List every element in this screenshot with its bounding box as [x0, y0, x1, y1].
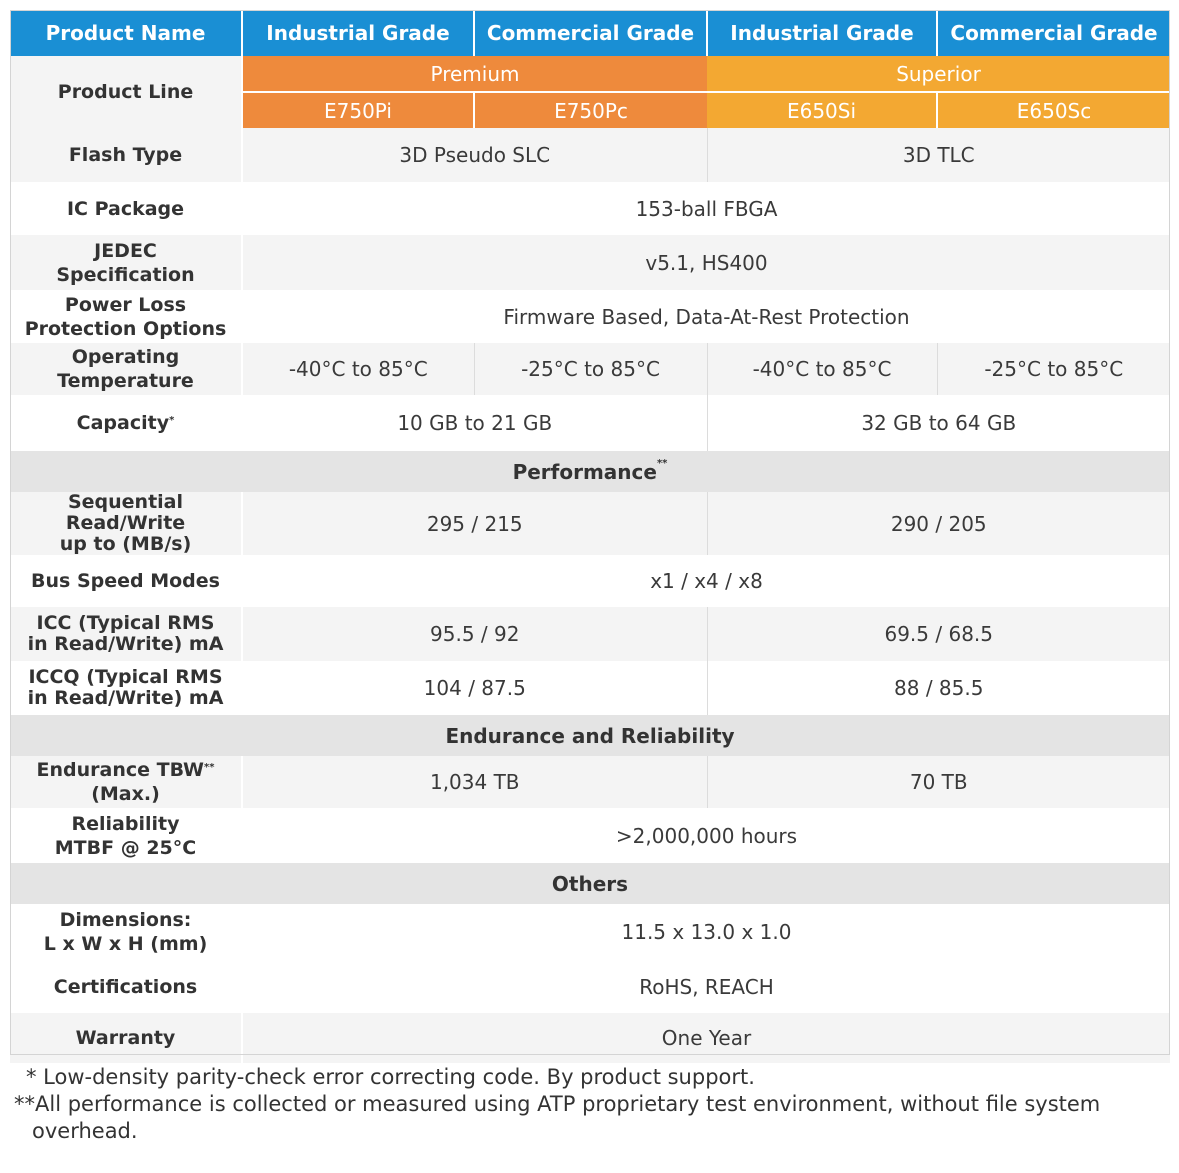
certifications-value: RoHS, REACH: [242, 960, 1170, 1013]
jedec-label-line1: JEDEC: [94, 239, 157, 262]
operating-temp-e650si: -40°C to 85°C: [707, 343, 937, 395]
header-commercial-grade-premium: Commercial Grade: [474, 10, 707, 56]
mtbf-value: >2,000,000 hours: [242, 808, 1170, 863]
icc-superior: 69.5 / 68.5: [707, 607, 1170, 661]
footnotes: [14, 1064, 1114, 1145]
capacity-row: [10, 395, 1170, 451]
others-section-row: [10, 863, 1170, 904]
header-industrial-grade-superior: Industrial Grade: [707, 10, 937, 56]
ic-package-label: IC Package: [10, 182, 242, 235]
warranty-row: [10, 1013, 1170, 1063]
flash-type-row: [10, 128, 1170, 182]
mtbf-label-line2: MTBF @ 25°C: [54, 836, 197, 859]
tbw-label-suffix: (Max.): [91, 783, 160, 805]
header-industrial-grade-premium: Industrial Grade: [242, 10, 474, 56]
jedec-row: [10, 235, 1170, 290]
certifications-row: [10, 960, 1170, 1013]
jedec-label-line2: Specification: [56, 263, 195, 286]
operating-temp-label: [10, 343, 242, 395]
product-line-label: Product Line: [10, 56, 242, 128]
superior-line-label: Superior: [707, 56, 1170, 92]
iccq-label: [10, 661, 242, 715]
seq-rw-superior: 290 / 205: [707, 492, 1170, 555]
product-line-row-top: [10, 56, 1170, 92]
header-product-name: Product Name: [10, 10, 242, 56]
header-commercial-grade-superior: Commercial Grade: [937, 10, 1170, 56]
model-e750pc: E750Pc: [474, 92, 707, 128]
tbw-label-text: Endurance TBW: [36, 759, 204, 781]
performance-footnote-mark: **: [656, 457, 668, 469]
seq-rw-label: [10, 492, 242, 555]
jedec-label: [10, 235, 242, 290]
icc-label-line1: ICC (Typical RMS: [36, 612, 215, 634]
ic-package-value: 153-ball FBGA: [242, 182, 1170, 235]
capacity-footnote-mark: *: [169, 415, 175, 426]
icc-label-line2: in Read/Write) mA: [27, 633, 224, 655]
flash-type-label: Flash Type: [10, 128, 242, 182]
model-e650sc: E650Sc: [937, 92, 1170, 128]
power-loss-label-line1: Power Loss: [64, 293, 187, 316]
power-loss-label-line2: Protection Options: [24, 317, 227, 340]
flash-type-premium: 3D Pseudo SLC: [242, 128, 707, 182]
seq-rw-label-line1: Sequential Read/Write: [65, 491, 186, 534]
performance-section-row: [10, 451, 1170, 492]
capacity-label-text: Capacity: [76, 412, 170, 434]
iccq-superior: 88 / 85.5: [707, 661, 1170, 715]
model-e650si: E650Si: [707, 92, 937, 128]
operating-temp-label-line1: Operating: [71, 346, 180, 368]
others-section-title: Others: [10, 863, 1170, 904]
power-loss-label: [10, 290, 242, 343]
performance-title-text: Performance: [512, 459, 657, 484]
dimensions-row: [10, 904, 1170, 960]
bus-speed-value: x1 / x4 / x8: [242, 555, 1170, 607]
jedec-value: v5.1, HS400: [242, 235, 1170, 290]
operating-temp-e650sc: -25°C to 85°C: [937, 343, 1170, 395]
warranty-label: Warranty: [10, 1013, 242, 1063]
operating-temp-row: [10, 343, 1170, 395]
tbw-premium: 1,034 TB: [242, 756, 707, 808]
operating-temp-e750pi: -40°C to 85°C: [242, 343, 474, 395]
performance-section-title: [10, 451, 1170, 492]
capacity-premium: 10 GB to 21 GB: [242, 395, 707, 451]
operating-temp-e750pc: -25°C to 85°C: [474, 343, 707, 395]
certifications-label: Certifications: [10, 960, 242, 1013]
power-loss-row: [10, 290, 1170, 343]
header-row: [10, 10, 1170, 56]
tbw-label: [10, 756, 242, 808]
iccq-label-line1: ICCQ (Typical RMS: [28, 666, 223, 688]
power-loss-value: Firmware Based, Data-At-Rest Protection: [242, 290, 1170, 343]
capacity-superior: 32 GB to 64 GB: [707, 395, 1170, 451]
seq-rw-label-line2: up to (MB/s): [59, 533, 192, 555]
endurance-section-title: Endurance and Reliability: [10, 715, 1170, 756]
spec-table: [10, 10, 1170, 1063]
mtbf-row: [10, 808, 1170, 863]
icc-label: [10, 607, 242, 661]
bus-speed-label: Bus Speed Modes: [10, 555, 242, 607]
model-e750pi: E750Pi: [242, 92, 474, 128]
icc-row: [10, 607, 1170, 661]
footnote-2: **All performance is collected or measured using ATP proprietary test environment, without file system: [14, 1092, 1101, 1116]
mtbf-label-line1: Reliability: [71, 812, 180, 835]
tbw-superior: 70 TB: [707, 756, 1170, 808]
mtbf-label: [10, 808, 242, 863]
bus-speed-row: [10, 555, 1170, 607]
dimensions-label-line2: L x W x H (mm): [43, 933, 208, 955]
footnote-2-continued: overhead.: [32, 1119, 138, 1143]
footnote-1: * Low-density parity-check error correcting code. By product support.: [26, 1065, 755, 1089]
dimensions-label-line1: Dimensions:: [59, 909, 192, 931]
warranty-value: One Year: [242, 1013, 1170, 1063]
premium-line-label: Premium: [242, 56, 707, 92]
seq-rw-row: [10, 492, 1170, 555]
dimensions-value: 11.5 x 13.0 x 1.0: [242, 904, 1170, 960]
tbw-row: [10, 756, 1170, 808]
iccq-row: [10, 661, 1170, 715]
operating-temp-label-line2: Temperature: [57, 370, 194, 392]
flash-type-superior: 3D TLC: [707, 128, 1170, 182]
iccq-label-line2: in Read/Write) mA: [27, 687, 224, 709]
icc-premium: 95.5 / 92: [242, 607, 707, 661]
seq-rw-premium: 295 / 215: [242, 492, 707, 555]
endurance-section-row: [10, 715, 1170, 756]
tbw-footnote-mark: **: [204, 762, 215, 773]
dimensions-label: [10, 904, 242, 960]
capacity-label: [10, 395, 242, 451]
ic-package-row: [10, 182, 1170, 235]
iccq-premium: 104 / 87.5: [242, 661, 707, 715]
